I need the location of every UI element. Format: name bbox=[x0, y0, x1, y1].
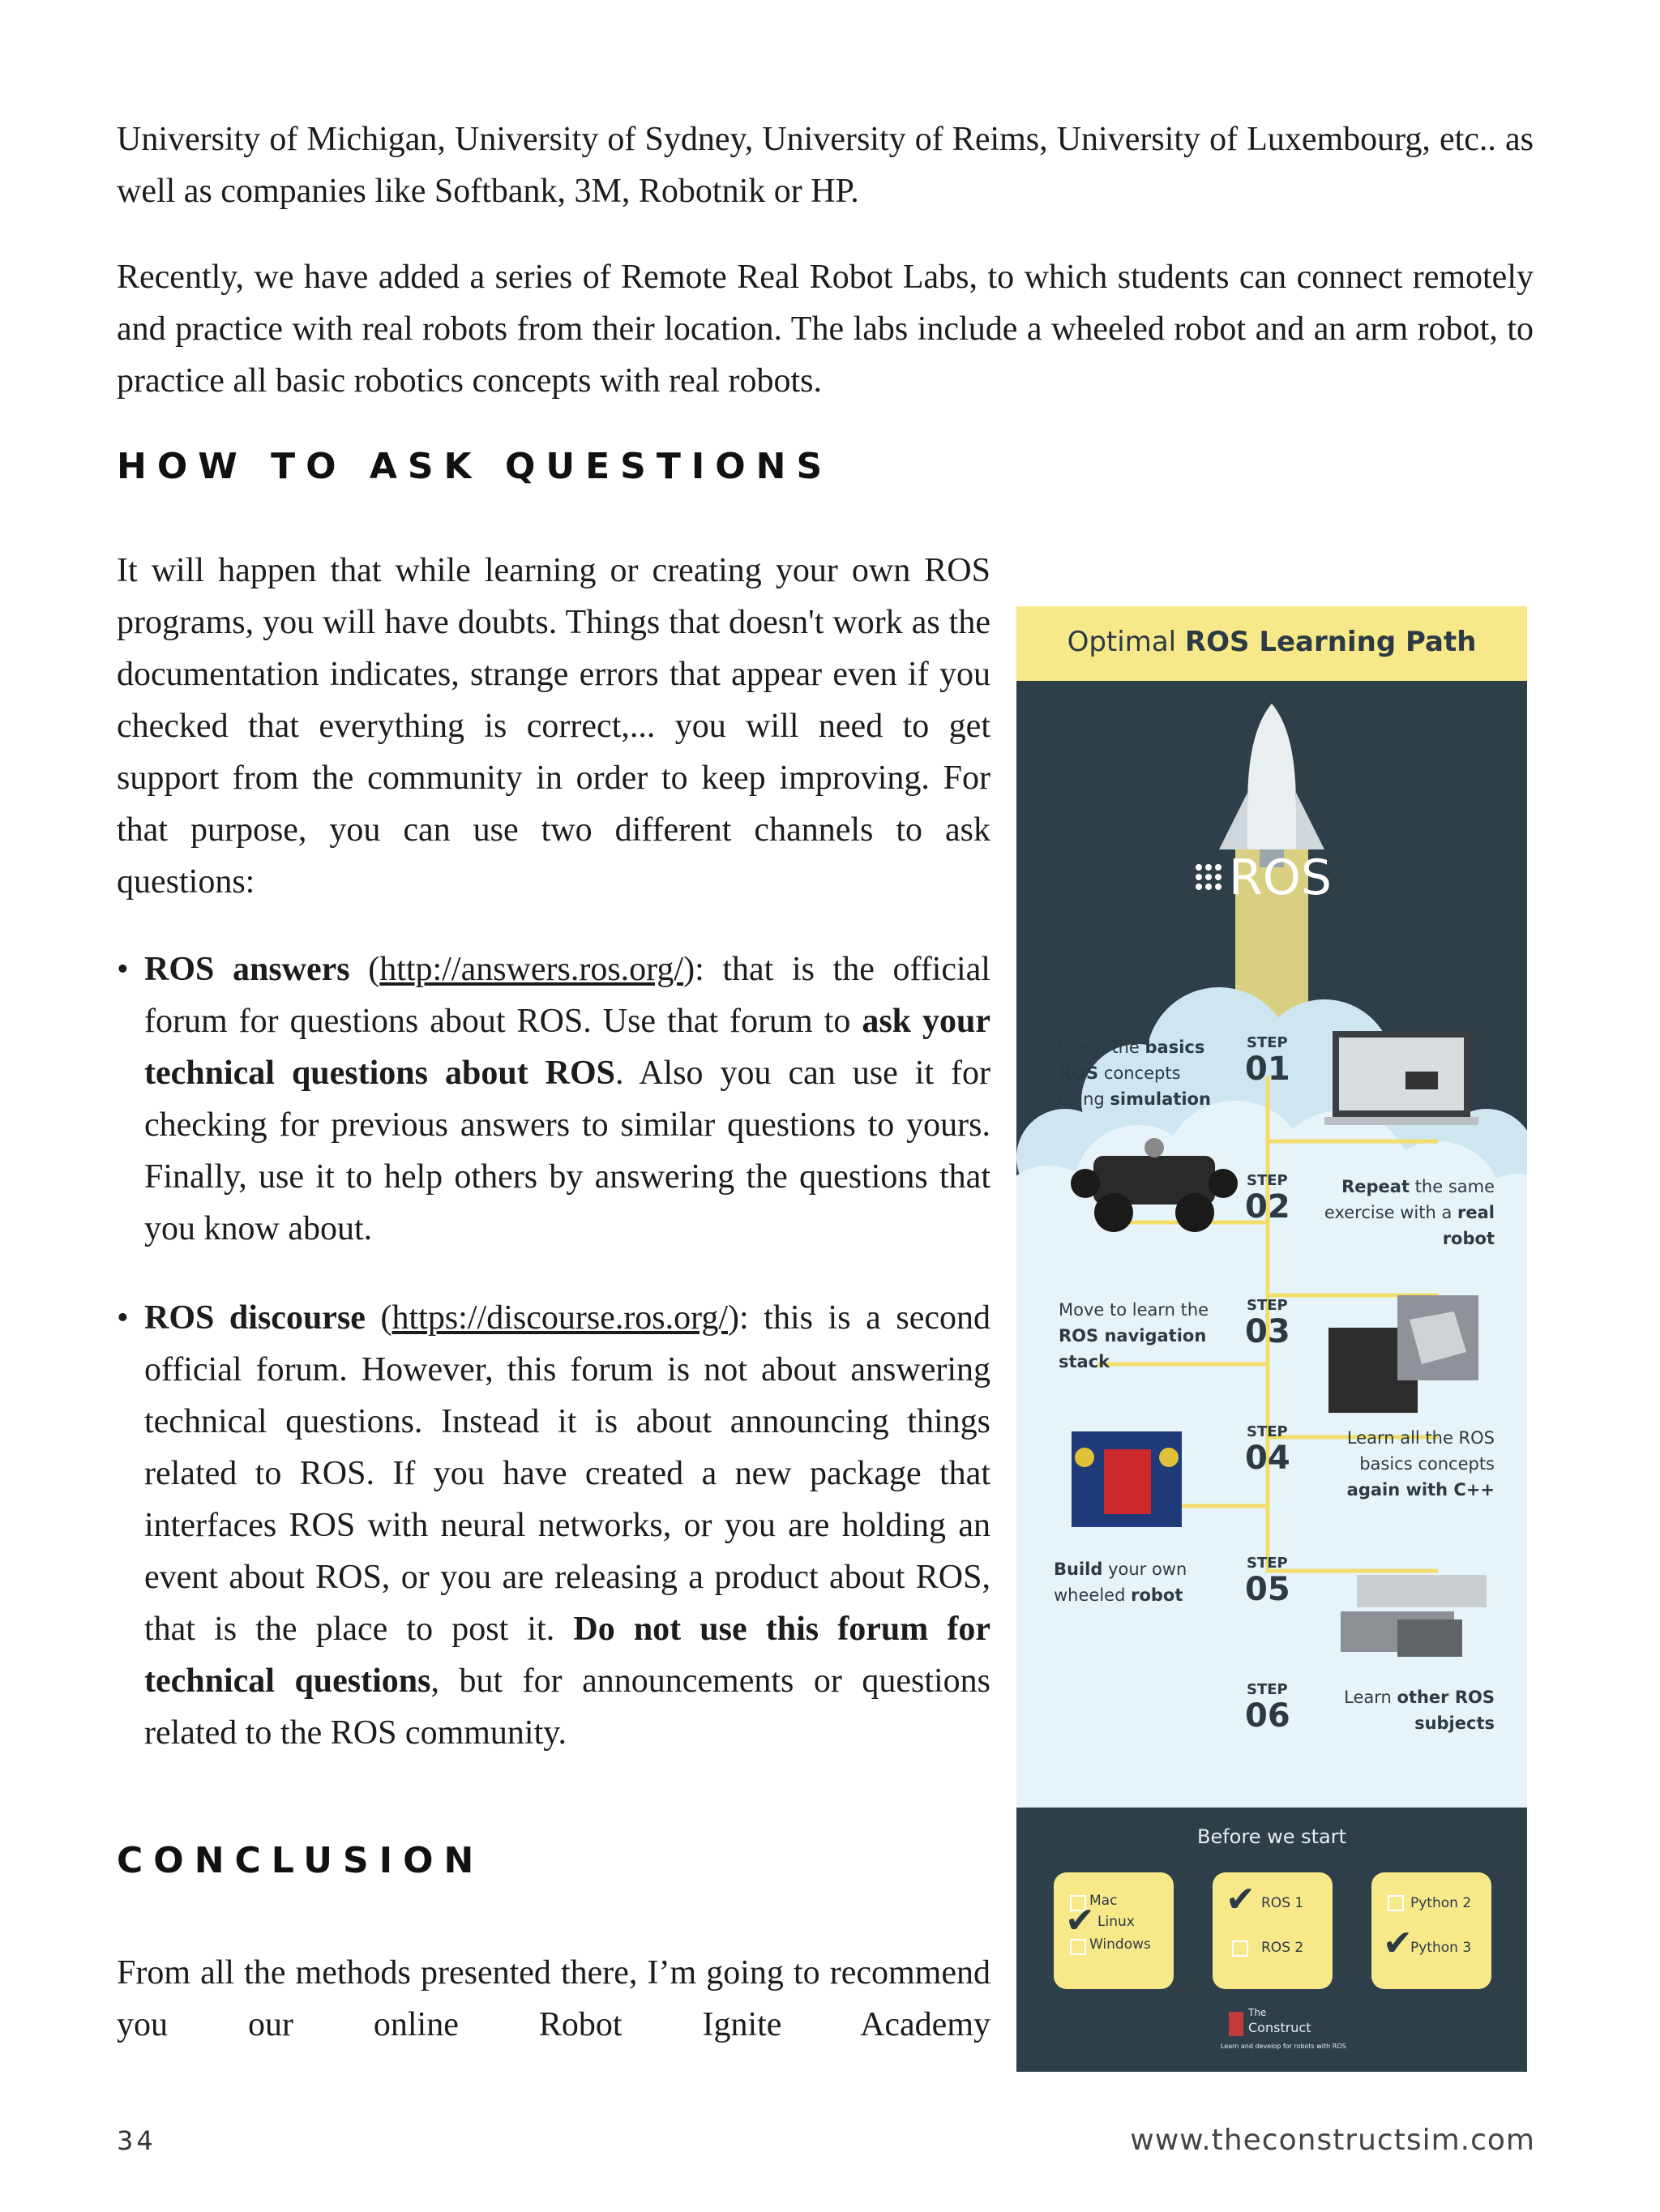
python3-check-icon: ✔ bbox=[1383, 1923, 1413, 1964]
the-construct-logo-icon bbox=[1229, 2012, 1243, 2036]
bullet-ros-answers: • ROS answers (http://answers.ros.org/): that is the official forum for questions about ROS. Use that forum to ask your technical questions about ROS. Also you can use it for checking for previous answers to similar questions to yours. Finally, use it to help others by answering the questions that you know about. bbox=[117, 943, 990, 1255]
page-number: 34 bbox=[117, 2125, 156, 2156]
step-06-label: STEP bbox=[1247, 1681, 1288, 1698]
step-06-number: 06 bbox=[1245, 1697, 1290, 1735]
wheeled-robot-screens-image bbox=[1341, 1575, 1487, 1657]
step-02-label: STEP bbox=[1247, 1172, 1288, 1189]
brand-tagline: Learn and develop for robots with ROS bbox=[1221, 2043, 1346, 2050]
step-02-number: 02 bbox=[1245, 1188, 1290, 1226]
footer-website: www.theconstructsim.com bbox=[1130, 2124, 1535, 2157]
paragraph-remote-labs: Recently, we have added a series of Remote Real Robot Labs, to which students can connect remotely and practice with real robots from their location. The labs include a wheeled robot and an arm robot, to practice all basic robotics concepts with real robots. bbox=[117, 259, 1534, 400]
ros-logo-dots-icon bbox=[1196, 864, 1221, 890]
before-we-start-title: Before we start bbox=[1196, 1825, 1347, 1848]
os-linux: Linux bbox=[1097, 1914, 1135, 1930]
python-2: Python 2 bbox=[1410, 1895, 1472, 1911]
step-04-number: 04 bbox=[1245, 1440, 1290, 1477]
ros-learning-path-infographic bbox=[1016, 606, 1527, 2072]
step-01-desc: Learn the basics ROS concepts using simulation bbox=[1059, 1038, 1211, 1109]
bullet-dot: • bbox=[117, 1299, 129, 1337]
ros1-check-icon: ✔ bbox=[1226, 1879, 1256, 1920]
step-02-desc: Repeat the same exercise with a real robot bbox=[1324, 1177, 1495, 1248]
brand-the: The bbox=[1248, 2007, 1267, 2018]
linux-check-icon: ✔ bbox=[1065, 1900, 1095, 1941]
ros2-checkbox bbox=[1232, 1940, 1248, 1957]
step-05-number: 05 bbox=[1245, 1571, 1290, 1608]
os-windows: Windows bbox=[1089, 1936, 1151, 1953]
laptop-simulation-image bbox=[1324, 1031, 1478, 1125]
bullet-dot: • bbox=[117, 951, 129, 988]
step-03-desc: Move to learn the ROS navigation stack bbox=[1059, 1300, 1209, 1371]
navigation-map-image bbox=[1328, 1295, 1478, 1413]
step-03-label: STEP bbox=[1247, 1297, 1288, 1314]
ros-1: ROS 1 bbox=[1261, 1895, 1304, 1911]
python2-checkbox bbox=[1388, 1895, 1404, 1911]
step-01-number: 01 bbox=[1245, 1050, 1290, 1088]
infographic-title: Optimal ROS Learning Path bbox=[1067, 626, 1477, 658]
os-mac: Mac bbox=[1089, 1893, 1118, 1909]
heading-conclusion: CONCLUSION bbox=[117, 1840, 485, 1881]
bullet-title: ROS answers bbox=[144, 951, 350, 988]
paragraph-conclusion: From all the methods presented there, I’m going to recommend you our online Robot Ignite Academy bbox=[117, 1954, 990, 2043]
ros-2: ROS 2 bbox=[1261, 1940, 1304, 1956]
ros-discourse-link[interactable]: https://discourse.ros.org/ bbox=[391, 1299, 729, 1337]
step-05-desc: Build your own wheeled robot bbox=[1054, 1560, 1187, 1605]
step-04-desc: Learn all the ROS basics concepts again with C++ bbox=[1346, 1428, 1495, 1500]
paragraph-universities: University of Michigan, University of Sydney, University of Reims, University of Luxembourg, etc.. as well as companies like Softbank, 3M, Robotnik or HP. bbox=[117, 121, 1534, 210]
bullet-ros-discourse: • ROS discourse (https://discourse.ros.org/): this is a second official forum. However, this forum is not about answering technical questions. Instead it is about announcing things related to ROS. If you have created a new package that interfaces ROS with neural networks, or you are holding an event about ROS, or you are releasing a product about ROS, that is the place to post it. Do not use this forum for technical questions, but for announcements or questions related to the ROS community. bbox=[117, 1292, 990, 1759]
rocket-icon bbox=[1219, 704, 1324, 867]
step-05-label: STEP bbox=[1247, 1555, 1288, 1572]
step-01-label: STEP bbox=[1247, 1034, 1288, 1051]
ros-answers-link[interactable]: http://answers.ros.org/ bbox=[379, 951, 684, 988]
step-03-number: 03 bbox=[1245, 1313, 1290, 1350]
bullet-title: ROS discourse bbox=[144, 1299, 366, 1337]
step-06-desc: Learn other ROS subjects bbox=[1344, 1688, 1495, 1733]
heading-how-to-ask: HOW TO ASK QUESTIONS bbox=[117, 446, 833, 487]
cpp-robot-image bbox=[1072, 1431, 1182, 1527]
python-3: Python 3 bbox=[1410, 1940, 1472, 1956]
step-04-label: STEP bbox=[1247, 1423, 1288, 1440]
windows-checkbox bbox=[1070, 1939, 1086, 1955]
brand-construct: Construct bbox=[1248, 2020, 1311, 2035]
ros-logo-text: ROS bbox=[1229, 849, 1333, 906]
paragraph-intro: It will happen that while learning or creating your own ROS programs, you will have doubts. Things that doesn't work as the documentation indicates, strange errors that appear even if you checked that everything is correct,... you will need to get support from the community in order to keep improving. For that purpose, you can use two different channels to ask questions: bbox=[117, 552, 990, 901]
